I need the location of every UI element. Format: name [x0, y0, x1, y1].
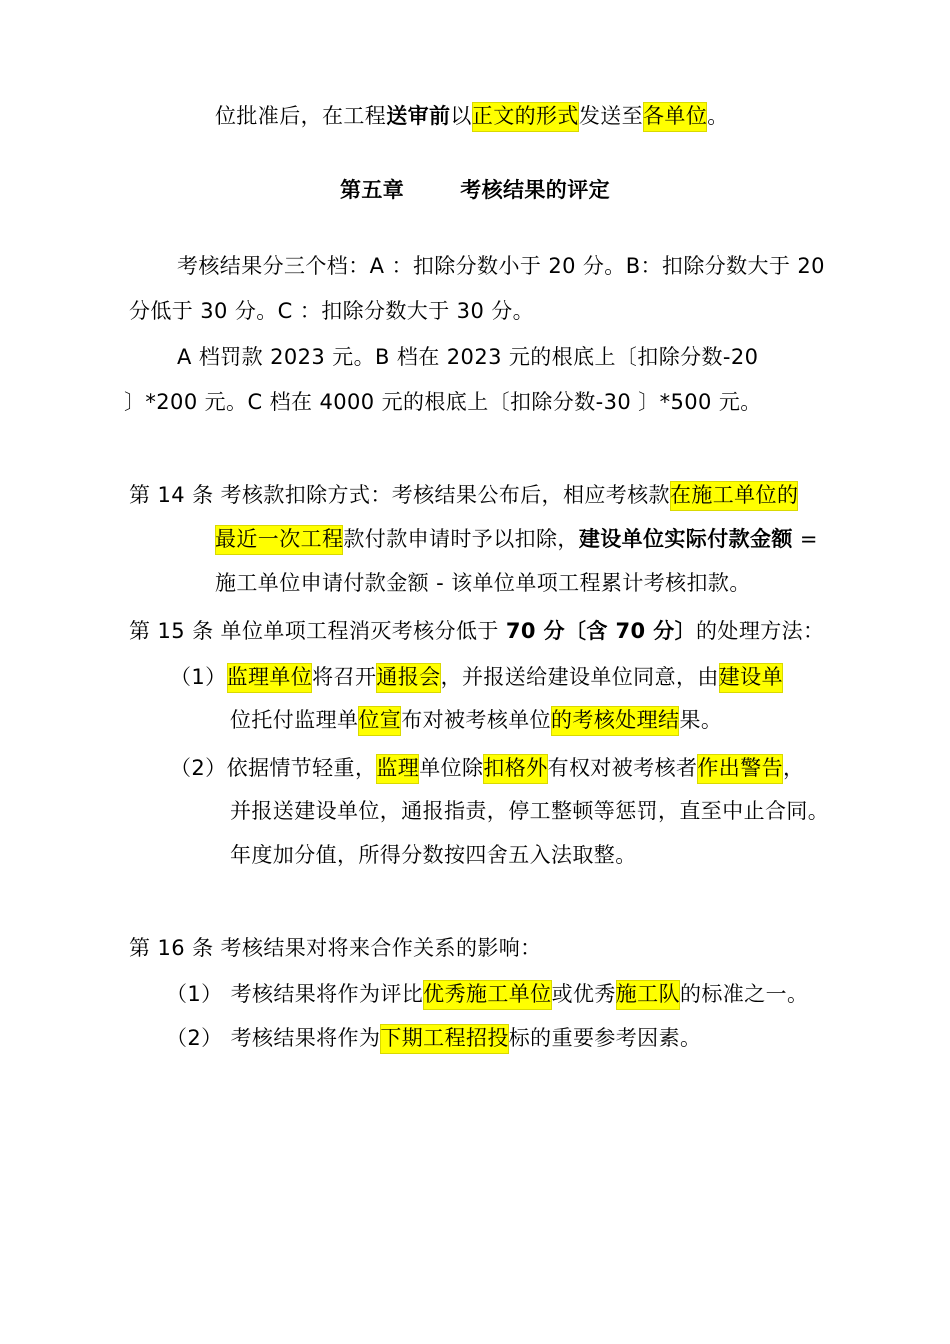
- bold-segment: 70 分〔含 70 分〕: [505, 619, 697, 643]
- item-text: ，并报送给建设单位同意，由: [440, 665, 719, 689]
- text-segment: 以: [450, 104, 472, 128]
- intro-line: [215, 101, 729, 131]
- article-text: =: [792, 527, 818, 551]
- highlighted-segment: 监理: [376, 754, 419, 784]
- item-number: （2）: [170, 756, 227, 780]
- highlighted-segment: 通报会: [376, 663, 440, 693]
- item-text: 或优秀: [551, 982, 616, 1006]
- article-text: 的处理方法：: [696, 619, 825, 643]
- article-15-item-2-line-2: [230, 796, 829, 826]
- item-text: 果。: [679, 708, 723, 732]
- paragraph-text: 考核结果分三个档：A ：扣除分数小于 20 分。B：扣除分数大于 20: [177, 254, 825, 278]
- item-text: 布对被考核单位: [401, 708, 552, 732]
- item-text: 考核结果将作为评比: [230, 982, 424, 1006]
- article-14-line-3: [215, 568, 751, 598]
- highlighted-segment: 监理单位: [227, 663, 313, 693]
- grading-line-1: [177, 251, 825, 281]
- article-text: 款付款申请时予以扣除，: [343, 527, 579, 551]
- item-text: ，: [783, 756, 805, 780]
- highlighted-segment: 扣格外: [483, 754, 547, 784]
- article-text: 第 16 条 考核结果对将来合作关系的影响：: [129, 936, 542, 960]
- article-14-line-1: [129, 480, 798, 510]
- item-text: 将召开: [312, 665, 377, 689]
- highlighted-segment: 下期工程招投: [380, 1024, 508, 1054]
- grading-line-2: [129, 296, 534, 326]
- item-number: （1）: [170, 665, 227, 689]
- highlighted-segment: 在施工单位的: [670, 481, 798, 511]
- item-text: 单位除: [419, 756, 484, 780]
- highlighted-segment: 优秀施工单位: [423, 980, 551, 1010]
- penalty-line-2: [124, 387, 762, 417]
- article-16-title: [129, 933, 542, 963]
- chapter-heading: [340, 175, 610, 205]
- item-text: 年度加分值，所得分数按四舍五入法取整。: [230, 843, 637, 867]
- chapter-title: 考核结果的评定: [460, 178, 611, 202]
- highlighted-segment: 作出警告: [697, 754, 783, 784]
- article-15-item-1-line-1: [170, 662, 783, 692]
- item-text: 考核结果将作为: [230, 1026, 381, 1050]
- article-15-item-1-line-2: [230, 705, 722, 735]
- article-text: 施工单位申请付款金额 - 该单位单项工程累计考核扣款。: [215, 571, 751, 595]
- item-text: 的标准之一。: [679, 982, 809, 1006]
- paragraph-text: 分低于 30 分。C ：扣除分数大于 30 分。: [129, 299, 535, 323]
- article-text: 第 14 条 考核款扣除方式：考核结果公布后，相应考核款: [129, 483, 670, 507]
- text-segment: 发送至: [578, 104, 644, 128]
- item-number: （2）: [166, 1026, 223, 1050]
- highlighted-segment: 的考核处理结: [551, 706, 679, 736]
- article-16-item-1: [166, 979, 808, 1009]
- article-15-line-1: [129, 616, 824, 646]
- highlighted-segment: 最近一次工程: [215, 525, 343, 555]
- bold-segment: 送审前: [386, 104, 451, 128]
- item-text: 依据情节轻重，: [226, 756, 377, 780]
- highlighted-segment: 施工队: [616, 980, 680, 1010]
- text-segment: 位批准后，在工程: [215, 104, 387, 128]
- article-15-item-2-line-3: [230, 840, 637, 870]
- item-number: （1）: [166, 982, 223, 1006]
- paragraph-text: 〕*200 元。C 档在 4000 元的根底上〔扣除分数-30 〕*500 元。: [124, 390, 762, 414]
- highlighted-segment: 位宣: [358, 706, 401, 736]
- item-text: 标的重要参考因素。: [508, 1026, 702, 1050]
- item-text: 有权对被考核者: [547, 756, 698, 780]
- article-14-line-2: [215, 524, 818, 554]
- article-text: 第 15 条 单位单项工程消灭考核分低于: [129, 619, 506, 643]
- article-16-item-2: [166, 1023, 701, 1053]
- article-15-item-2-line-1: [170, 753, 804, 783]
- paragraph-text: A 档罚款 2023 元。B 档在 2023 元的根底上〔扣除分数-20: [177, 345, 759, 369]
- bold-segment: 建设单位实际付款金额: [578, 527, 793, 551]
- highlighted-segment: 正文的形式: [472, 102, 579, 132]
- highlighted-segment: 各单位: [643, 102, 707, 132]
- item-text: 并报送建设单位，通报指责，停工整顿等惩罚，直至中止合同。: [230, 799, 830, 823]
- item-text: 位托付监理单: [230, 708, 359, 732]
- chapter-number: 第五章: [340, 178, 405, 202]
- text-segment: 。: [707, 104, 729, 128]
- highlighted-segment: 建设单: [719, 663, 783, 693]
- penalty-line-1: [177, 342, 758, 372]
